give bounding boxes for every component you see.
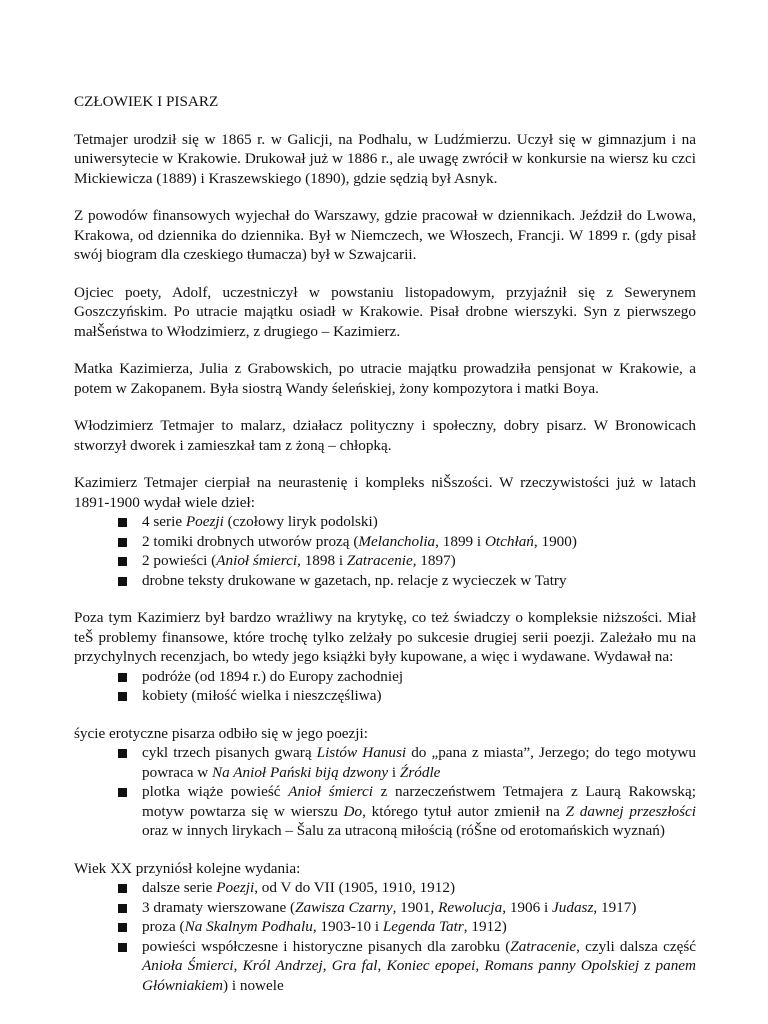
square-bullet-icon — [118, 923, 127, 932]
paragraph-erotic-life: śycie erotyczne pisarza odbiło się w jego poezji: — [74, 724, 368, 742]
paragraph-father: Ojciec poety, Adolf, uczestniczył w powstaniu listopadowym, przyjaźnił się z Sewerynem Goszczyńskim. Po utracie majątku osiadł w Krakowie. Pisał drobne wierszyki. Syn z pierwszego małŠeństwa to Włodzimierz, z drugiego – Kazimierz. — [74, 283, 696, 340]
square-bullet-icon — [118, 749, 127, 758]
paragraph-birth: Tetmajer urodził się w 1865 r. w Galicji, na Podhalu, w Ludźmierzu. Uczył się w gimnazjum i na uniwersytecie w Krakowie. Drukował już w 1886 r., ale uwagę zwrócił w konkursie na wiersz ku czci Mickiewicza (1889) i Kraszewskiego (1890), gdzie sędzią był Asnyk. — [74, 130, 696, 187]
list-item: proza (Na Skalnym Podhalu, 1903-10 i Legenda Tatr, 1912) — [74, 917, 696, 937]
list-spending — [74, 667, 696, 706]
document-title: CZŁOWIEK I PISARZ — [74, 93, 219, 110]
list-item: kobiety (miłość wielka i nieszczęśliwa) — [74, 686, 696, 706]
list-item: cykl trzech pisanych gwarą Listów Hanusi do „pana z miasta”, Jerzego; do tego motywu powraca w Na Anioł Pański biją dzwony i Źródle — [74, 743, 696, 782]
list-item: 2 tomiki drobnych utworów prozą (Melancholia, 1899 i Otchłań, 1900) — [74, 532, 696, 552]
paragraph-works-intro: Kazimierz Tetmajer cierpiał na neurastenię i kompleks niŠszości. W rzeczywistości już w latach 1891-1900 wydał wiele dzieł: — [74, 474, 696, 511]
paragraph-brother: Włodzimierz Tetmajer to malarz, działacz polityczny i społeczny, dobry pisarz. W Bronowicach stworzył dworek i zamieszkał tam z żoną – chłopką. — [74, 417, 696, 454]
square-bullet-icon — [118, 538, 127, 547]
list-item: dalsze serie Poezji, od V do VII (1905, 1910, 1912) — [74, 878, 696, 898]
paragraph-travels: Z powodów finansowych wyjechał do Warszawy, gdzie pracował w dziennikach. Jeździł do Lwowa, Krakowa, od dziennika do dziennika. Był w Niemczech, we Włoszech, Francji. W 1899 r. (gdy pisał swój biogram dla czeskiego tłumacza) był w Szwajcarii. — [74, 207, 696, 263]
list-erotic-motifs — [74, 743, 696, 841]
square-bullet-icon — [118, 518, 127, 527]
square-bullet-icon — [118, 943, 127, 952]
square-bullet-icon — [118, 904, 127, 913]
paragraph-sensitivity: Poza tym Kazimierz był bardzo wrażliwy na krytykę, co też świadczy o kompleksie niższości. Miał teŠ problemy finansowe, które trochę tylko zelżały po sukcesie drugiej serii poezji. Zależało mu na przychylnych recenzjach, bo wtedy jego książki były kupowane, a więc i wydawane. Wydawał na: — [74, 609, 696, 665]
list-item: 3 dramaty wierszowane (Zawisza Czarny, 1901, Rewolucja, 1906 i Judasz, 1917) — [74, 898, 696, 918]
square-bullet-icon — [118, 884, 127, 893]
list-item: powieści współczesne i historyczne pisanych dla zarobku (Zatracenie, czyli dalsza część Anioła Śmierci, Król Andrzej, Gra fal, Koniec epopei, Romans panny Opolskiej z panem Główniakiem) i nowele — [74, 937, 696, 996]
paragraph-mother: Matka Kazimierza, Julia z Grabowskich, po utracie majątku prowadziła pensjonat w Krakowie, a potem w Zakopanem. Była siostrą Wandy śeleńskiej, żony kompozytora i matki Boya. — [74, 360, 696, 397]
square-bullet-icon — [118, 692, 127, 701]
list-item: plotka wiąże powieść Anioł śmierci z narzeczeństwem Tetmajera z Laurą Rakowską; motyw powtarza się w wierszu Do, którego tytuł autor zmienił na Z dawnej przeszłości oraz w innych lirykach – Šalu za utraconą miłością (róŠne od erotomańskich wyznań) — [74, 782, 696, 841]
list-item: 2 powieści (Anioł śmierci, 1898 i Zatracenie, 1897) — [74, 551, 696, 571]
square-bullet-icon — [118, 557, 127, 566]
list-item: drobne teksty drukowane w gazetach, np. relacje z wycieczek w Tatry — [74, 571, 696, 591]
square-bullet-icon — [118, 788, 127, 797]
list-item: 4 serie Poezji (czołowy liryk podolski) — [74, 512, 696, 532]
square-bullet-icon — [118, 673, 127, 682]
list-item: podróże (od 1894 r.) do Europy zachodniej — [74, 667, 696, 687]
square-bullet-icon — [118, 577, 127, 586]
paragraph-20th-century: Wiek XX przyniósł kolejne wydania: — [74, 859, 301, 877]
list-later-works — [74, 878, 696, 995]
list-early-works — [74, 512, 696, 590]
